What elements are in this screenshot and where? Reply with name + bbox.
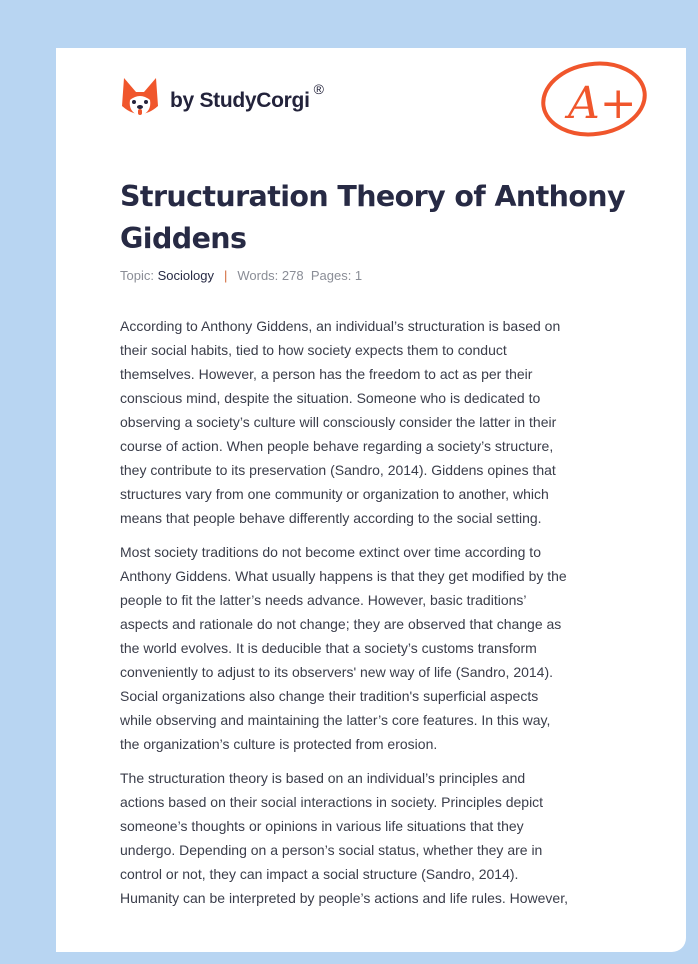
text-line: Humanity can be interpreted by people’s actions and life rules. However,	[120, 890, 568, 906]
text-line: the world evolves. It is deducible that a society’s customs transform	[120, 640, 537, 656]
text-line: Most society traditions do not become extinct over time according to	[120, 544, 541, 560]
studycorgi-logo[interactable]	[120, 76, 324, 120]
paragraph	[120, 314, 640, 530]
page-title: Structuration Theory of Anthony Giddens	[120, 180, 625, 255]
text-line: people to fit the latter’s needs advance. However, basic traditions’	[120, 592, 527, 608]
essay-body	[120, 314, 640, 920]
text-line: conscious mind, despite the situation. Someone who is dedicated to	[120, 390, 541, 406]
text-line: structures vary from one community or organization to another, which	[120, 486, 549, 502]
text-line: themselves. However, a person has the freedom to act as per their	[120, 366, 533, 382]
paragraph	[120, 540, 640, 756]
text-line: they contribute to its preservation (Sandro, 2014). Giddens opines that	[120, 462, 556, 478]
text-line: their social habits, tied to how society expects them to conduct	[120, 342, 507, 358]
text-line: aspects and rationale do not change; they are observed that change as	[120, 616, 562, 632]
text-line: The structuration theory is based on an individual’s principles and	[120, 770, 526, 786]
text-line: undergo. Depending on a person’s social status, whether they are in	[120, 842, 543, 858]
text-line: According to Anthony Giddens, an individual’s structuration is based on	[120, 318, 561, 334]
text-line: conveniently to adjust to its observers' new way of life (Sandro, 2014).	[120, 664, 554, 680]
text-line: while observing and maintaining the latter’s core features. In this way,	[120, 712, 551, 728]
paragraph	[120, 766, 640, 910]
text-line: course of action. When people behave regarding a society’s structure,	[120, 438, 554, 454]
text-line: means that people behave differently according to the social setting.	[120, 510, 542, 526]
svg-text:A+: A+	[568, 78, 637, 129]
topic-link[interactable]: Sociology	[157, 268, 214, 283]
text-line: Social organizations also change their tradition's superficial aspects	[120, 688, 539, 704]
essay-card	[56, 48, 686, 952]
text-line: Anthony Giddens. What usually happens is that they get modified by the	[120, 568, 567, 584]
text-line: someone’s thoughts or opinions in various life situations that they	[120, 818, 524, 834]
text-line: control or not, they can impact a social structure (Sandro, 2014).	[120, 866, 519, 882]
text-line: actions based on their social interactions in society. Principles depict	[120, 794, 544, 810]
essay-meta: Topic: Sociology | Words: 278 Pages: 1	[120, 268, 363, 283]
a-plus-grade-icon	[538, 58, 650, 140]
corgi-icon	[120, 76, 160, 120]
text-line: observing a society’s culture will consciously consider the latter in their	[120, 414, 557, 430]
brand-name: by StudyCorgi ®	[170, 81, 324, 112]
text-line: the organization’s culture is protected from erosion.	[120, 736, 438, 752]
